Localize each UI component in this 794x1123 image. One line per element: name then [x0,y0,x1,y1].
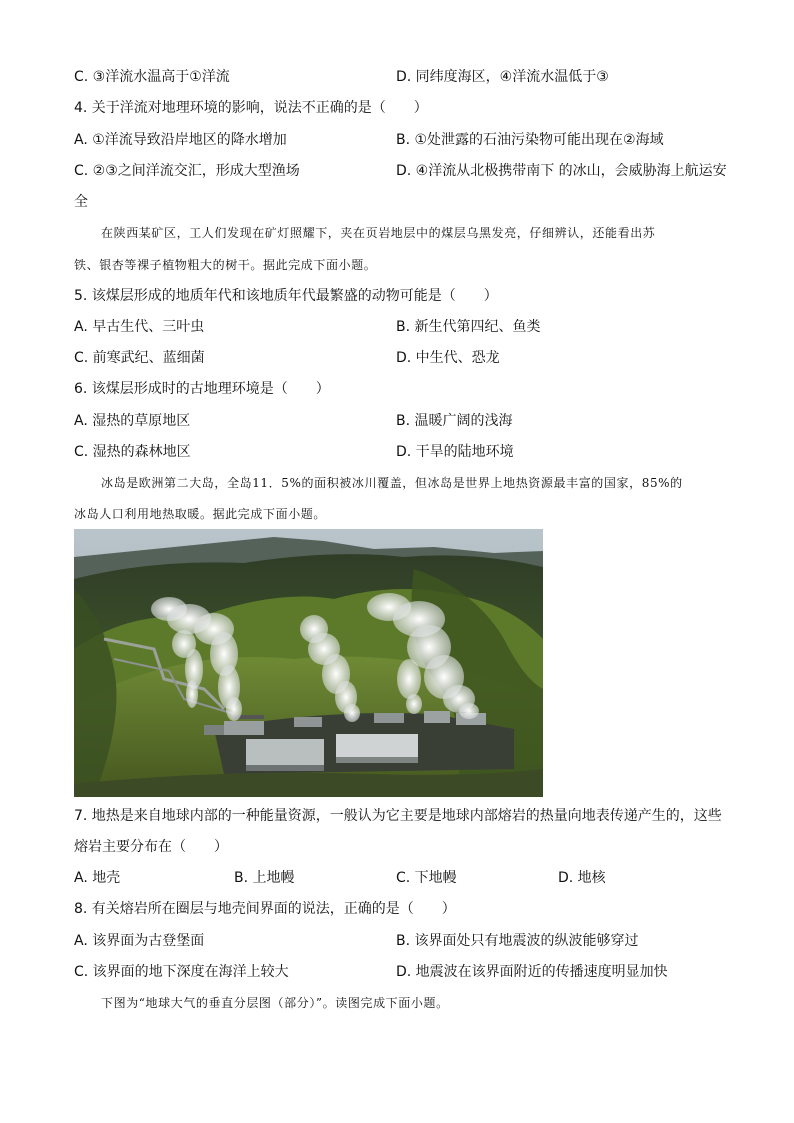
q6-option-d: D. 干旱的陆地环境 [396,444,514,460]
q6-option-a: A. 湿热的草原地区 [74,413,191,429]
q7-stem: 7. 地热是来自地球内部的一种能量资源，一般认为它主要是地球内部熔岩的热量向地表传递产生的，这些 [74,808,722,824]
q3-option-d: D. 同纬度海区，④洋流水温低于③ [396,69,609,85]
q8-option-b: B. 该界面处只有地震波的纵波能够穿过 [396,933,639,949]
q6-option-b: B. 温暖广阔的浅海 [396,413,513,429]
q5-option-a: A. 早古生代、三叶虫 [74,319,205,335]
q7-option-d: D. 地核 [558,870,606,886]
q4-option-b: B. ①处泄露的石油污染物可能出现在②海域 [396,132,664,148]
q4-option-d: D. ④洋流从北极携带南下 的冰山，会威胁海上航运安 [396,163,727,179]
coal-passage-line-1: 在陕西某矿区，工人们发现在矿灯照耀下，夹在页岩地层中的煤层乌黑发亮，仔细辨认，还能看出苏 [101,226,656,240]
q8-option-d: D. 地震波在该界面附近的传播速度明显加快 [396,964,668,980]
geothermal-plant-photo [74,529,543,797]
q8-option-a: A. 该界面为古登堡面 [74,933,205,949]
q4-option-a: A. ①洋流导致沿岸地区的降水增加 [74,132,287,148]
q7-option-b: B. 上地幔 [234,870,295,886]
q7-option-a: A. 地壳 [74,870,121,886]
iceland-passage-line-1: 冰岛是欧洲第二大岛，全岛11．5%的面积被冰川覆盖，但冰岛是世界上地热资源最丰富的国家，85%的 [101,476,683,490]
coal-passage-line-2: 铁、银杏等裸子植物粗大的树干。据此完成下面小题。 [74,258,377,272]
atmosphere-passage-line: 下图为“地球大气的垂直分层图（部分）”。读图完成下面小题。 [101,996,449,1010]
q4-stem: 4. 关于洋流对地理环境的影响，说法不正确的是（ ） [74,100,428,116]
q6-option-c: C. 湿热的森林地区 [74,444,191,460]
q5-option-b: B. 新生代第四纪、鱼类 [396,319,541,335]
q5-option-c: C. 前寒武纪、蓝细菌 [74,350,205,366]
q5-stem: 5. 该煤层形成的地质年代和该地质年代最繁盛的动物可能是（ ） [74,288,498,304]
q4-option-d-continued: 全 [74,194,88,210]
q6-stem: 6. 该煤层形成时的古地理环境是（ ） [74,381,330,397]
q5-option-d: D. 中生代、恐龙 [396,350,500,366]
q8-stem: 8. 有关熔岩所在圈层与地壳间界面的说法，正确的是（ ） [74,901,456,917]
q3-option-c: C. ③洋流水温高于①洋流 [74,69,230,85]
q7-option-c: C. 下地幔 [396,870,457,886]
q4-option-c: C. ②③之间洋流交汇，形成大型渔场 [74,163,300,179]
q8-option-c: C. 该界面的地下深度在海洋上较大 [74,964,289,980]
iceland-passage-line-2: 冰岛人口利用地热取暖。据此完成下面小题。 [74,507,327,521]
q7-stem-continued: 熔岩主要分布在（ ） [74,839,228,855]
